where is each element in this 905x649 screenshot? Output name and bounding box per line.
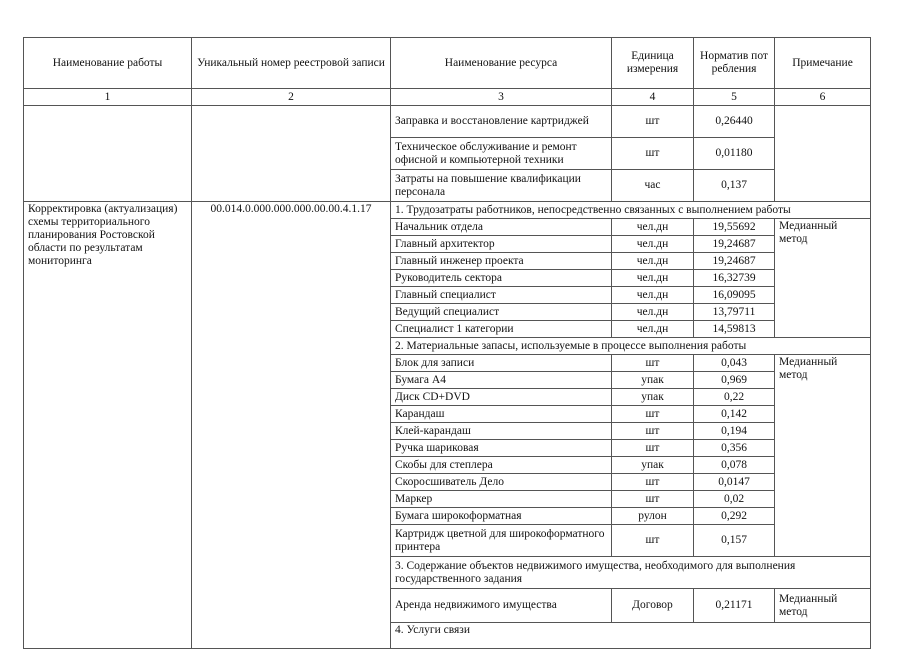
resource-unit: чел.дн	[612, 304, 694, 321]
section-title-communication: 4. Услуги связи	[391, 623, 871, 649]
resource-unit: чел.дн	[612, 219, 694, 236]
resource-name: Картридж цветной для широкоформатного принтера	[391, 525, 612, 557]
resource-value: 16,09095	[694, 287, 775, 304]
resource-unit: шт	[612, 406, 694, 423]
table-row	[24, 106, 871, 138]
resource-name: Заправка и восстановление картриджей	[391, 106, 612, 138]
resource-name: Главный архитектор	[391, 236, 612, 253]
note-materials: Медианный метод	[775, 355, 871, 557]
resource-value: 0,078	[694, 457, 775, 474]
resource-value: 0,26440	[694, 106, 775, 138]
resource-value: 0,356	[694, 440, 775, 457]
resource-value: 0,194	[694, 423, 775, 440]
column-number: 3	[391, 89, 612, 106]
column-number: 2	[192, 89, 391, 106]
resource-unit: шт	[612, 106, 694, 138]
resource-unit: шт	[612, 440, 694, 457]
resource-unit: шт	[612, 423, 694, 440]
header-registry-number: Уникальный номер реестровой записи	[192, 38, 391, 89]
resource-value: 0,142	[694, 406, 775, 423]
resource-unit: упак	[612, 372, 694, 389]
resource-unit: чел.дн	[612, 287, 694, 304]
resource-name: Ручка шариковая	[391, 440, 612, 457]
resource-value: 19,24687	[694, 236, 775, 253]
header-resource-name: Наименование ресурса	[391, 38, 612, 89]
resource-name: Аренда недвижимого имущества	[391, 589, 612, 623]
resource-unit: упак	[612, 457, 694, 474]
resource-value: 19,55692	[694, 219, 775, 236]
resource-unit: шт	[612, 525, 694, 557]
resource-name: Скоросшиватель Дело	[391, 474, 612, 491]
work-name: Корректировка (актуализация) схемы территориального планирования Ростовской области по результатам мониторинга	[24, 202, 192, 649]
column-number: 5	[694, 89, 775, 106]
resource-name: Скобы для степлера	[391, 457, 612, 474]
resource-unit: шт	[612, 138, 694, 170]
note-labor: Медианный метод	[775, 219, 871, 338]
note-property: Медианный метод	[775, 589, 871, 623]
resource-unit: чел.дн	[612, 236, 694, 253]
resource-name: Затраты на повышение квалификации персонала	[391, 170, 612, 202]
resource-value: 13,79711	[694, 304, 775, 321]
resource-value: 0,043	[694, 355, 775, 372]
column-number-row	[24, 89, 871, 106]
section-title-materials: 2. Материальные запасы, используемые в процессе выполнения работы	[391, 338, 871, 355]
resource-unit: Договор	[612, 589, 694, 623]
empty-cell	[775, 106, 871, 202]
norms-table	[23, 37, 871, 649]
resource-unit: шт	[612, 355, 694, 372]
resource-value: 19,24687	[694, 253, 775, 270]
resource-unit: чел.дн	[612, 321, 694, 338]
resource-name: Техническое обслуживание и ремонт офисной и компьютерной техники	[391, 138, 612, 170]
registry-number: 00.014.0.000.000.000.00.00.4.1.17	[192, 202, 391, 649]
resource-value: 14,59813	[694, 321, 775, 338]
resource-name: Главный инженер проекта	[391, 253, 612, 270]
resource-value: 0,01180	[694, 138, 775, 170]
resource-unit: час	[612, 170, 694, 202]
section-title-property: 3. Содержание объектов недвижимого имущества, необходимого для выполнения государственного задания	[391, 557, 871, 589]
resource-unit: шт	[612, 491, 694, 508]
resource-value: 0,969	[694, 372, 775, 389]
resource-value: 0,21171	[694, 589, 775, 623]
resource-value: 0,137	[694, 170, 775, 202]
resource-value: 0,157	[694, 525, 775, 557]
resource-value: 0,22	[694, 389, 775, 406]
resource-name: Специалист 1 категории	[391, 321, 612, 338]
empty-cell	[192, 106, 391, 202]
header-unit: Единица измерения	[612, 38, 694, 89]
resource-name: Бумага широкоформатная	[391, 508, 612, 525]
resource-value: 0,02	[694, 491, 775, 508]
resource-name: Руководитель сектора	[391, 270, 612, 287]
resource-name: Бумага А4	[391, 372, 612, 389]
resource-unit: чел.дн	[612, 253, 694, 270]
section-title-labor: 1. Трудозатраты работников, непосредственно связанных с выполнением работы	[391, 202, 871, 219]
resource-unit: рулон	[612, 508, 694, 525]
column-number: 6	[775, 89, 871, 106]
resource-value: 0,0147	[694, 474, 775, 491]
resource-name: Ведущий специалист	[391, 304, 612, 321]
resource-unit: упак	[612, 389, 694, 406]
resource-name: Карандаш	[391, 406, 612, 423]
column-number: 1	[24, 89, 192, 106]
resource-unit: чел.дн	[612, 270, 694, 287]
resource-name: Диск CD+DVD	[391, 389, 612, 406]
resource-name: Клей-карандаш	[391, 423, 612, 440]
column-number: 4	[612, 89, 694, 106]
header-norm-text: Норматив потребления	[700, 50, 768, 75]
resource-name: Главный специалист	[391, 287, 612, 304]
resource-unit: шт	[612, 474, 694, 491]
resource-value: 16,32739	[694, 270, 775, 287]
resource-name: Начальник отдела	[391, 219, 612, 236]
resource-value: 0,292	[694, 508, 775, 525]
section-row	[24, 202, 871, 219]
empty-cell	[24, 106, 192, 202]
header-norm	[694, 38, 775, 89]
header-work-name: Наименование работы	[24, 38, 192, 89]
header-note: Примечание	[775, 38, 871, 89]
resource-name: Маркер	[391, 491, 612, 508]
resource-name: Блок для записи	[391, 355, 612, 372]
table-header-row	[24, 38, 871, 89]
